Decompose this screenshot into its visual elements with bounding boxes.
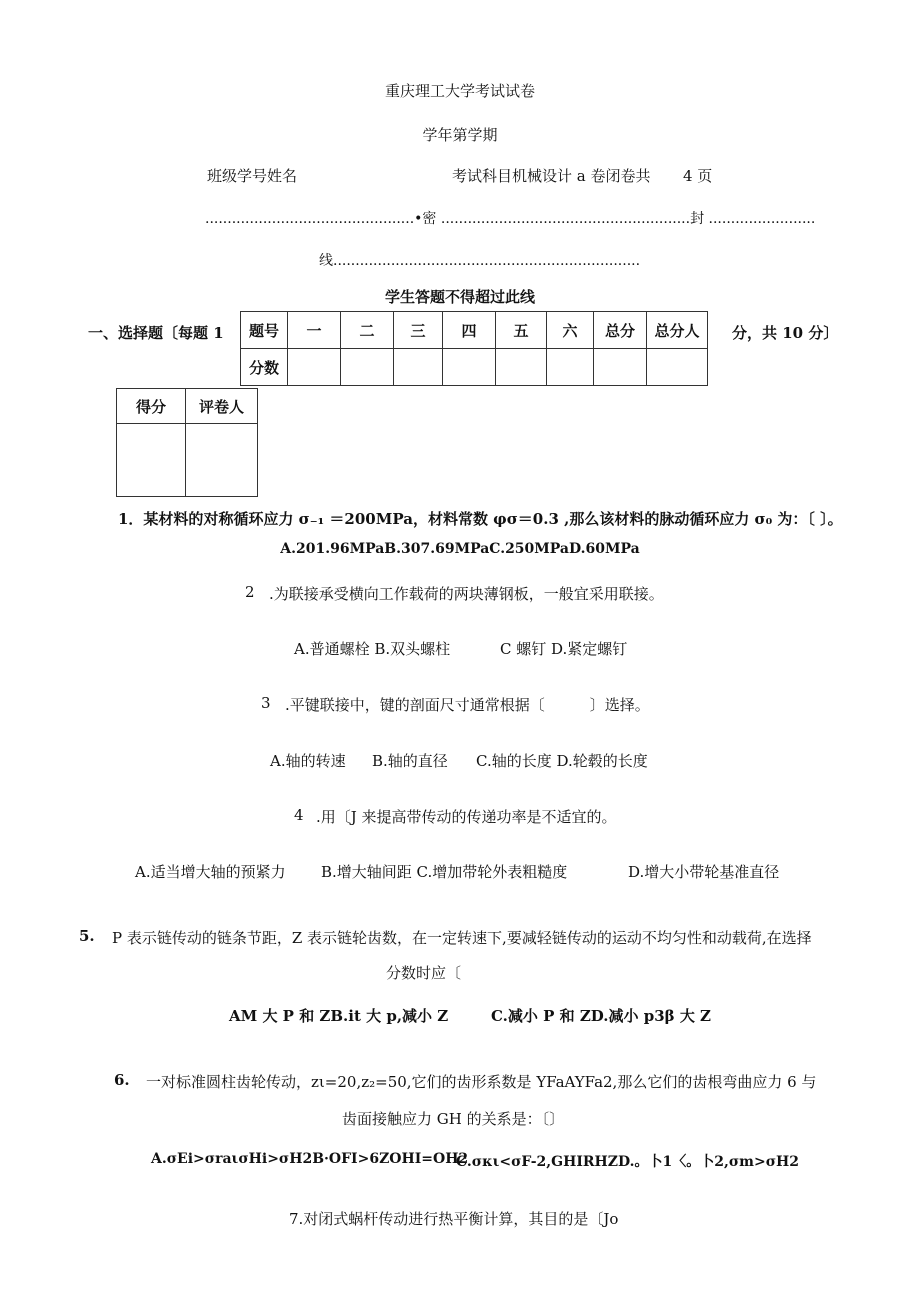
- question-6-number: 6.: [114, 1071, 130, 1089]
- page-count: 4 页: [683, 167, 713, 185]
- question-4-text: .用〔J 来提高带传动的传递功率是不适宜的。: [316, 808, 617, 826]
- question-6-text-line-2: 齿面接触应力 GH 的关系是：〔〕: [342, 1110, 565, 1128]
- question-2-text: .为联接承受横向工作载荷的两块薄钢板，一般宜采用联接。: [269, 585, 664, 603]
- grade-table: [116, 388, 258, 497]
- grade-table-header-row: [117, 389, 258, 424]
- score-cell[interactable]: [496, 349, 547, 386]
- score-cell[interactable]: [594, 349, 647, 386]
- question-4-option: D.增大小带轮基准直径: [628, 863, 780, 881]
- score-header-cell: 五: [496, 312, 547, 349]
- score-header-cell: 总分人: [647, 312, 708, 349]
- question-5-text-line-2: 分数时应〔: [386, 964, 462, 982]
- question-6-option: A.σEi>σraισHi>σH2B·OFI>6ZOHI=OH2: [151, 1151, 469, 1167]
- question-3-option: B.轴的直径: [372, 752, 448, 770]
- score-header-cell: 三: [394, 312, 443, 349]
- score-row-label: 分数: [241, 349, 288, 386]
- score-header-cell: 一: [288, 312, 341, 349]
- question-5-text-line-1: P 表示链传动的链条节距，Z 表示链轮齿数，在一定转速下,要减轻链传动的运动不均匀性和动载荷,在选择: [112, 929, 812, 947]
- question-3-text: .平键联接中，键的剖面尺寸通常根据〔 〕选择。: [285, 696, 650, 714]
- term-line: 学年第学期: [422, 126, 498, 144]
- grade-table-value-row: [117, 424, 258, 497]
- question-3-number: 3: [261, 694, 271, 712]
- grade-header-cell: 评卷人: [186, 389, 258, 424]
- exam-title: 重庆理工大学考试试卷: [384, 82, 535, 100]
- seal-line-1: ...............................................•密 ........................................................封 ........................: [205, 211, 816, 227]
- score-cell[interactable]: [394, 349, 443, 386]
- score-cell[interactable]: [547, 349, 594, 386]
- grade-reviewer-cell[interactable]: [186, 424, 258, 497]
- question-5-option: C.减小 P 和 ZD.减小 p3β 大 Z: [491, 1007, 711, 1025]
- question-7-text: 7.对闭式蜗杆传动进行热平衡计算，其目的是〔Jo: [289, 1210, 619, 1228]
- score-table-value-row: [241, 349, 708, 386]
- score-header-cell: 题号: [241, 312, 288, 349]
- score-cell[interactable]: [647, 349, 708, 386]
- student-info: 班级学号姓名: [207, 167, 298, 185]
- score-header-cell: 总分: [594, 312, 647, 349]
- score-header-cell: 六: [547, 312, 594, 349]
- question-1-options: A.201.96MPaB.307.69MPaC.250MPaD.60MPa: [280, 541, 640, 557]
- grade-header-cell: 得分: [117, 389, 186, 424]
- score-header-cell: 四: [443, 312, 496, 349]
- score-cell[interactable]: [341, 349, 394, 386]
- question-5-number: 5.: [79, 927, 95, 945]
- seal-line-2: 线.....................................................................: [319, 253, 641, 269]
- section-title-right: 分，共 10 分〕: [732, 324, 839, 342]
- question-4-option: A.适当增大轴的预紧力: [135, 863, 286, 881]
- question-2-option: C 螺钉 D.紧定螺钉: [500, 640, 628, 658]
- question-1-text: 1．某材料的对称循环应力 σ₋₁ ＝200MPa，材料常数 φσ＝0.3 ,那么该材料的脉动循环应力 σ₀ 为：〔 〕。: [118, 510, 843, 528]
- score-cell[interactable]: [288, 349, 341, 386]
- question-5-option: AM 大 P 和 ZB.it 大 p,减小 Z: [229, 1007, 449, 1025]
- question-6-option: C.σκι<σF-2,GHIRHZD.。卜1〈。卜2,σm>σH2: [456, 1154, 799, 1170]
- question-3-option: C.轴的长度 D.轮毂的长度: [476, 752, 648, 770]
- question-2-option: A.普通螺栓 B.双头螺柱: [294, 640, 451, 658]
- score-table: [240, 311, 708, 386]
- question-2-number: 2: [245, 583, 255, 601]
- score-header-cell: 二: [341, 312, 394, 349]
- question-6-text-line-1: 一对标准圆柱齿轮传动，zι=20,z₂=50,它们的齿形系数是 YFaAYFa2,那么它们的齿根弯曲应力 6 与: [146, 1073, 817, 1091]
- grade-score-cell[interactable]: [117, 424, 186, 497]
- question-4-number: 4: [294, 806, 304, 824]
- score-table-header-row: [241, 312, 708, 349]
- question-4-option: B.增大轴间距 C.增加带轮外表粗糙度: [321, 863, 568, 881]
- score-cell[interactable]: [443, 349, 496, 386]
- question-3-option: A.轴的转速: [270, 752, 346, 770]
- warning-text: 学生答题不得超过此线: [384, 288, 535, 306]
- section-title-left: 一、选择题〔每题 1: [88, 324, 224, 342]
- subject-info: 考试科目机械设计 a 卷闭卷共: [452, 167, 651, 185]
